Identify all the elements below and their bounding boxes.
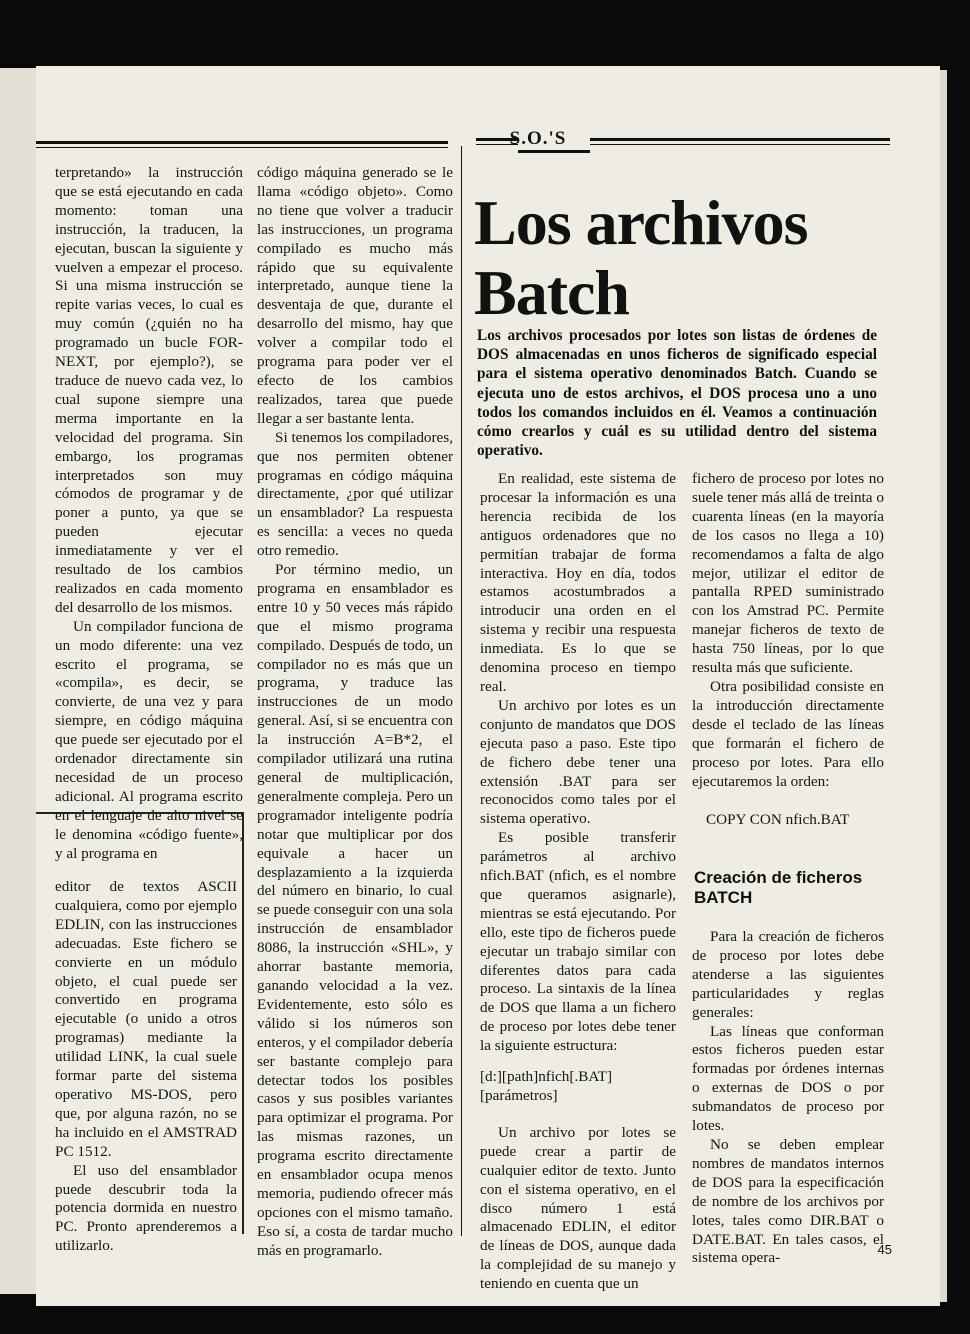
boxed-text	[55, 878, 237, 1256]
paragraph: Es posible transferir parámetros al archivo nfich.BAT (nfich, es el nombre que queramos asignarle), mientras se está ejecutando. Por ello, este tipo de ficheros puede ejecutar un trabajo similar con diferentes datos para cada proceso. La sintaxis de la línea de DOS que llama a un fichero de proceso por lotes debe tener la siguiente estructura:	[480, 829, 676, 1055]
body-column-4	[692, 470, 884, 830]
paragraph: Para la creación de ficheros de proceso por lotes debe atenderse a las siguientes particularidades y reglas generales:	[692, 928, 884, 1021]
header-label-underline	[518, 150, 590, 153]
left-top-rule	[36, 141, 448, 144]
paragraph: Un archivo por lotes es un conjunto de mandatos que DOS ejecuta paso a paso. Este tipo de fichero debe tener una extensión .BAT para ser reconocidos como tales por el sistema operativo.	[480, 696, 676, 828]
header-rule-right-thin	[590, 144, 890, 145]
body-column-4-continued	[692, 928, 884, 1268]
section-label: S.O.'S	[509, 128, 567, 149]
paragraph: Si tenemos los compiladores, que nos permiten obtener programas en código máquina directamente, ¿por qué utilizar un ensamblador? La respuesta es sencilla: a veces no queda otro remedio.	[257, 428, 454, 560]
section-subheading: Creación de ficheros BATCH	[694, 868, 863, 907]
paragraph: El uso del ensamblador puede descubrir toda la potencia dormida en nuestro PC. Pronto aprenderemos a utilizarlo.	[55, 1161, 237, 1255]
paragraph: Por término medio, un programa en ensamblador es entre 10 y 50 veces más rápido que el mismo programa compilado. Después de todo, un compilador no es más que un programa, y traduce las instrucciones de un modo general. Así, si se encuentra con la instrucción A=B*2, el compilador utilizará una rutina general de multiplicación, generalmente compleja. Pero un programador inteligente podría notar que multiplicar por dos equivale a hacer un desplazamiento a la izquierda del número en binario, lo cual se puede conseguir con una sola instrucción de ensamblador 8086, la instrucción «SHL», y ahorrar bastante memoria, ganando velocidad a la vez. Evidentemente, esto sólo es válido si los números son enteros, y el compilador debería ser bastante complejo para detectar todos los posibles casos y sus posibles variantes para optimizar el programa. Por las mismas razones, un programa escrito directamente en ensamblador ocupa menos memoria, pudiendo ofrecer más opciones con el mismo tamaño. Eso sí, a costa de tardar mucho más en programarlo.	[257, 561, 453, 1259]
paragraph: terpretando» la instrucción que se está ejecutando en cada momento: toman una instrucción, la traducen, la ejecutan, buscan la siguiente y vuelven a empezar el proceso. Si una misma instrucción se repite varias veces, lo cual es muy común (¿quién no ha programado un bucle FOR-NEXT, por ejemplo?), se traduce de nuevo cada vez, lo cual supone siempre una merma importante en la velocidad del programa. Sin embargo, los programas interpretados son muy cómodos de programar y de poner a punto, ya que se pueden ejecutar inmediatamente y ver el resultado de los cambios realizados en cada momento del desarrollo de los mismos.	[55, 164, 243, 616]
column-divider	[461, 146, 462, 1236]
page-right-edge	[940, 70, 947, 1302]
body-column-3	[480, 470, 676, 1294]
page-number: 45	[877, 1242, 892, 1257]
command-line: COPY CON nfich.BAT	[706, 811, 850, 829]
paragraph: Un compilador funciona de un modo diferente: una vez escrito el programa, se «compila», es decir, se convierte, de una vez y para siempre, en código máquina que puede ser ejecutado por el ordenador directamente sin necesidad de un proceso adicional. Al programa escrito en el lenguaje de alto nivel se le denomina «código fuente», y al programa en	[55, 617, 243, 862]
header-rule-right	[590, 138, 890, 141]
paragraph: No se deben emplear nombres de mandatos internos de DOS para la especificación de nombre de los archivos por lotes, tales como DIR.BAT o DATE.BAT. En tales casos, el sistema opera-	[692, 1135, 884, 1267]
paragraph: editor de textos ASCII cualquiera, como por ejemplo EDLIN, con las instrucciones adecuadas. Este fichero se convierte en un módulo objeto, el cual puede ser convertido en programa ejecutable (o unido a otros programas) mediante la utilidad LINK, la cual suele formar parte del sistema operativo MS-DOS, pero que, por alguna razón, no se ha incluido en el AMSTRAD PC 1512.	[55, 878, 237, 1160]
left-column-1	[55, 164, 243, 864]
paragraph: fichero de proceso por lotes no suele tener más allá de treinta o cuarenta líneas (en la mayoría de los casos no llega a 10) recomendamos a falta de algo mejor, utilizar el editor de pantalla RPED suministrado con los Amstrad PC. Permite manejar ficheros de texto de hasta 750 líneas, por lo que resulta más que suficiente.	[692, 470, 884, 677]
paragraph: Un archivo por lotes se puede crear a partir de cualquier editor de texto. Junto con el sistema operativo, en el disco número 1 está almacenado EDLIN, el editor de líneas de DOS, aunque dada la complejidad de su manejo y teniendo en cuenta que un	[480, 1123, 676, 1293]
article-title: Los archivos Batch	[474, 187, 808, 328]
paragraph: código máquina generado se le llama «código objeto». Como no tiene que volver a traducir las instrucciones, un programa compilado es mucho más rápido que su equivalente interpretado, aunque tiene la desventaja de que, durante el desarrollo del mismo, hay que volver a compilar todo el programa para poder ver el efecto de los cambios realizados, tarea que puede llegar a ser bastante lenta.	[257, 164, 453, 427]
paragraph: Las líneas que conforman estos ficheros pueden estar formadas por órdenes internas o externas de DOS o por submandatos de proceso por lotes.	[692, 1022, 884, 1135]
syntax-line: [d:][path]nfich[.BAT][parámetros]	[480, 1068, 612, 1104]
left-column-2	[257, 164, 453, 1261]
paragraph: Otra posibilidad consiste en la introducción directamente desde el teclado de las líneas que formarán el fichero de proceso por lotes. Para ello ejecutaremos la orden:	[692, 677, 884, 790]
left-top-rule-thin	[36, 147, 448, 148]
article-lead: Los archivos procesados por lotes son listas de órdenes de DOS almacenadas en unos ficheros de significado especial para el sistema operativo denominados Batch. Cuando se ejecuta uno de estos archivos, el DOS procesa uno a uno todos los comandos incluidos en él. Veamos a continuación cómo crearlos y cuál es su utilidad dentro del sistema operativo.	[477, 327, 877, 460]
paragraph: En realidad, este sistema de procesar la información es una herencia recibida de los antiguos ordenadores que no permitían trabajar de forma interactiva. Hoy en día, todos estamos acostumbrados a introducir una orden en el sistema y recibir una respuesta inmediata. Es lo que se denomina proceso en tiempo real.	[480, 470, 676, 695]
previous-page-edge	[0, 68, 37, 1294]
